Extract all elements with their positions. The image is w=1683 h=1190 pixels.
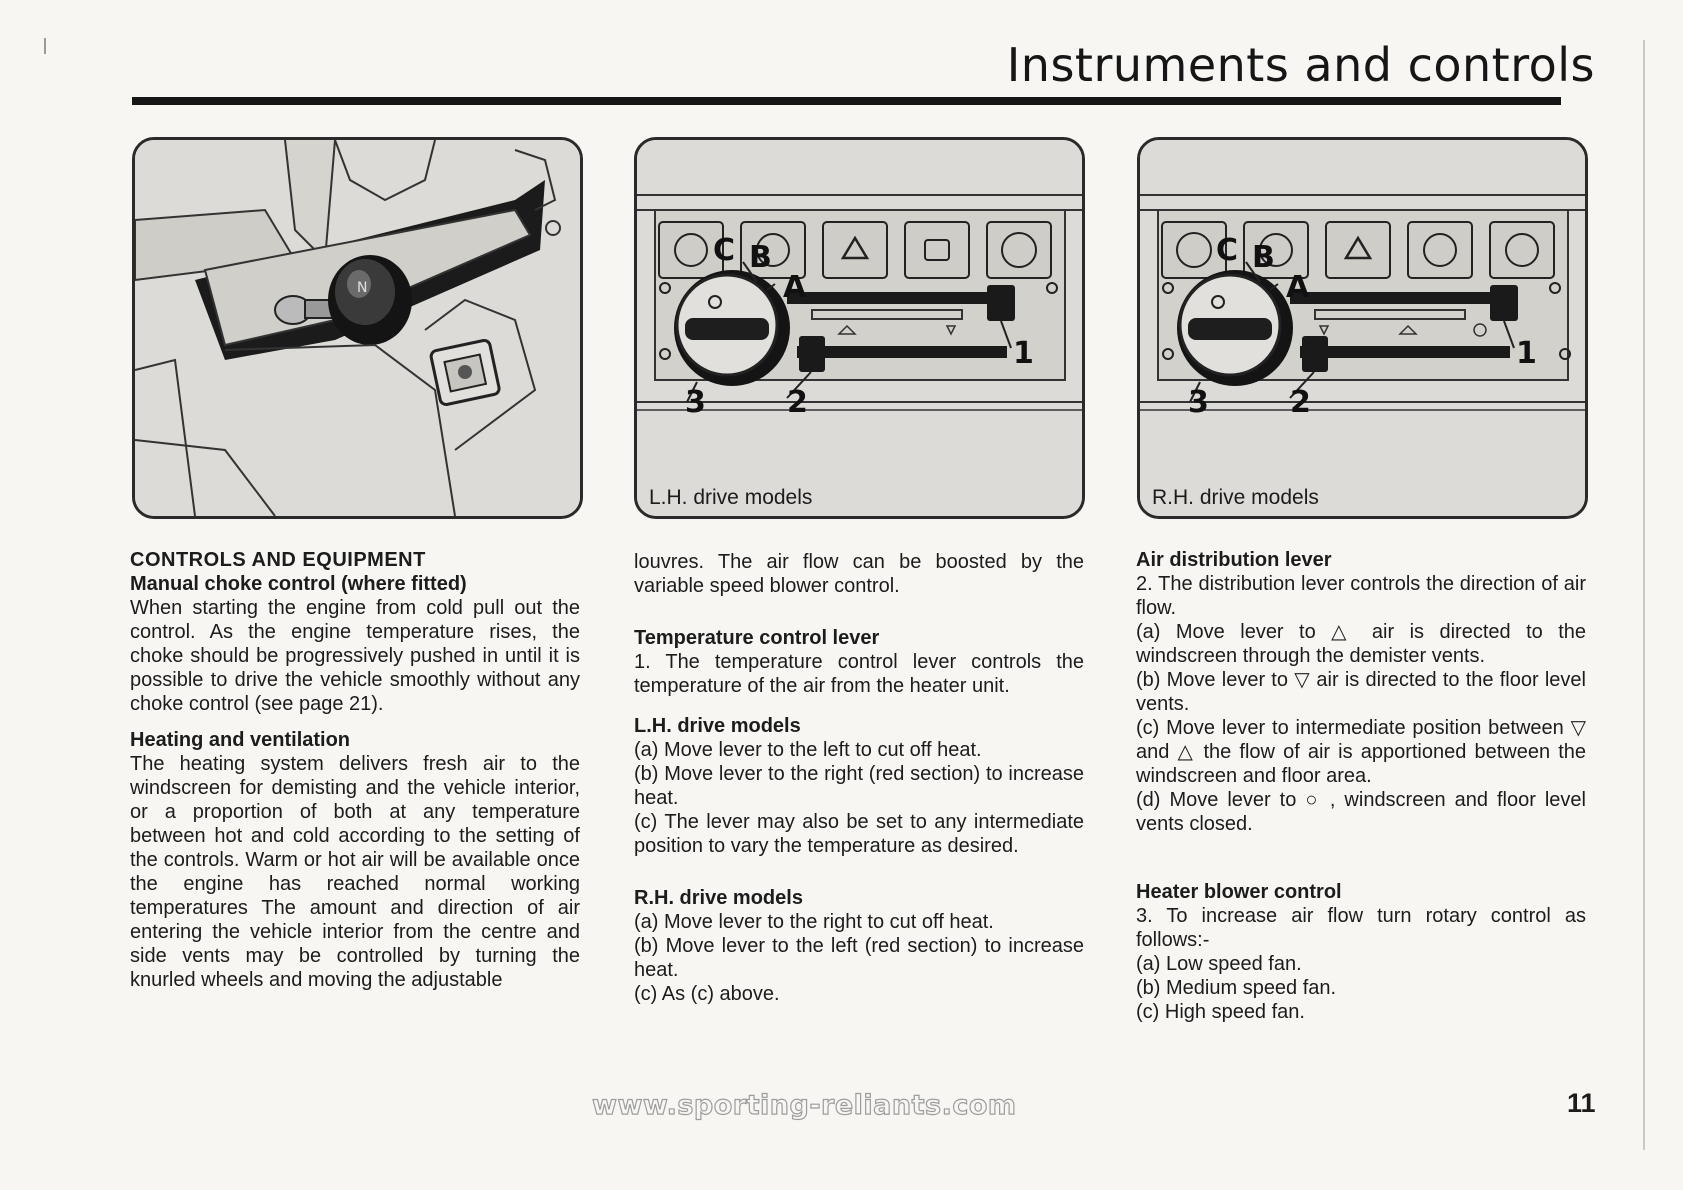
- choke-heading: Manual choke control (where fitted): [130, 573, 467, 595]
- temperature-paragraph: 1. The temperature control lever controls the temperature of the air from the heater unit.: [634, 651, 1084, 697]
- lh-drive-heading: L.H. drive models: [634, 715, 801, 737]
- louvres-paragraph: louvres. The air flow can be boosted by the variable speed blower control.: [634, 551, 1084, 597]
- label-c: C: [713, 233, 736, 268]
- label-c: C: [1216, 233, 1239, 268]
- lh-item-c: (c) The lever may also be set to any intermediate position to vary the temperature as desired.: [634, 811, 1084, 857]
- air-item-a: (a) Move lever to △ air is directed to the windscreen through the demister vents.: [1136, 621, 1586, 667]
- air-distribution-heading: Air distribution lever: [1136, 549, 1332, 571]
- label-b: B: [749, 240, 772, 275]
- air-distribution-intro: 2. The distribution lever controls the direction of air flow.: [1136, 573, 1586, 619]
- label-1: 1: [1516, 336, 1537, 371]
- footer-watermark: www.sporting-reliants.com: [592, 1090, 1017, 1121]
- label-3: 3: [685, 385, 706, 420]
- blower-item-a: (a) Low speed fan.: [1136, 953, 1302, 975]
- column-3: [1136, 548, 1586, 1024]
- rear-fog-switch-icon: [458, 365, 472, 379]
- page-title: Instruments and controls: [1006, 38, 1595, 92]
- blower-item-c: (c) High speed fan.: [1136, 1001, 1305, 1023]
- heater-blower-heading: Heater blower control: [1136, 881, 1342, 903]
- label-a: A: [1286, 270, 1310, 305]
- rh-item-c: (c) As (c) above.: [634, 983, 780, 1005]
- blower-intro: 3. To increase air flow turn rotary control as follows:-: [1136, 905, 1586, 951]
- lh-item-b: (b) Move lever to the right (red section) to increase heat.: [634, 763, 1084, 809]
- section-title: CONTROLS AND EQUIPMENT: [130, 549, 426, 571]
- lh-drive-heater-figure: [634, 137, 1085, 519]
- rh-item-b: (b) Move lever to the left (red section) to increase heat.: [634, 935, 1084, 981]
- rh-figure-caption: R.H. drive models: [1152, 486, 1319, 509]
- label-3: 3: [1188, 385, 1209, 420]
- title-rule: [132, 97, 1561, 105]
- air-item-b: (b) Move lever to ▽ air is directed to the floor level vents.: [1136, 669, 1586, 715]
- temperature-heading: Temperature control lever: [634, 627, 880, 649]
- right-margin-line: [1643, 40, 1645, 1150]
- choke-control-figure: [132, 137, 583, 519]
- air-item-d: (d) Move lever to ○ , windscreen and floor level vents closed.: [1136, 789, 1586, 835]
- lh-figure-caption: L.H. drive models: [649, 486, 813, 509]
- label-2: 2: [787, 385, 808, 420]
- lh-item-a: (a) Move lever to the left to cut off heat.: [634, 739, 982, 761]
- label-2: 2: [1290, 385, 1311, 420]
- label-a: A: [783, 270, 807, 305]
- page-number: 11: [1567, 1088, 1596, 1118]
- choke-control-illustration: [135, 140, 580, 516]
- blower-item-b: (b) Medium speed fan.: [1136, 977, 1337, 999]
- label-1: 1: [1013, 336, 1034, 371]
- rh-heater-panel-illustration: [1140, 140, 1585, 516]
- left-margin-mark: [44, 38, 46, 54]
- lh-heater-panel-illustration: [637, 140, 1082, 516]
- choke-paragraph: When starting the engine from cold pull out the control. As the engine temperature rises, the choke should be progressively pushed in until it is possible to drive the vehicle smoothly without any choke control (see page 21).: [130, 597, 580, 715]
- label-b: B: [1252, 240, 1275, 275]
- column-1: [130, 548, 580, 1004]
- rh-drive-heater-figure: [1137, 137, 1588, 519]
- heating-heading: Heating and ventilation: [130, 729, 351, 751]
- rh-drive-heading: R.H. drive models: [634, 887, 803, 909]
- heating-paragraph: The heating system delivers fresh air to the windscreen for demisting and the vehicle interior, or a proportion of both at any temperature between hot and cold according to the setting of the controls. Warm or hot air will be available once the engine has reached normal working temperatures The amount and direction of air entering the vehicle interior from the centre and side vents may be controlled by turning the knurled wheels and moving the adjustable: [130, 753, 580, 991]
- column-2: [634, 550, 1084, 1006]
- air-item-c: (c) Move lever to intermediate position between ▽ and △ the flow of air is apportioned between the windscreen and floor area.: [1136, 717, 1586, 787]
- rh-item-a: (a) Move lever to the right to cut off heat.: [634, 911, 994, 933]
- choke-knob-label: N: [357, 280, 368, 296]
